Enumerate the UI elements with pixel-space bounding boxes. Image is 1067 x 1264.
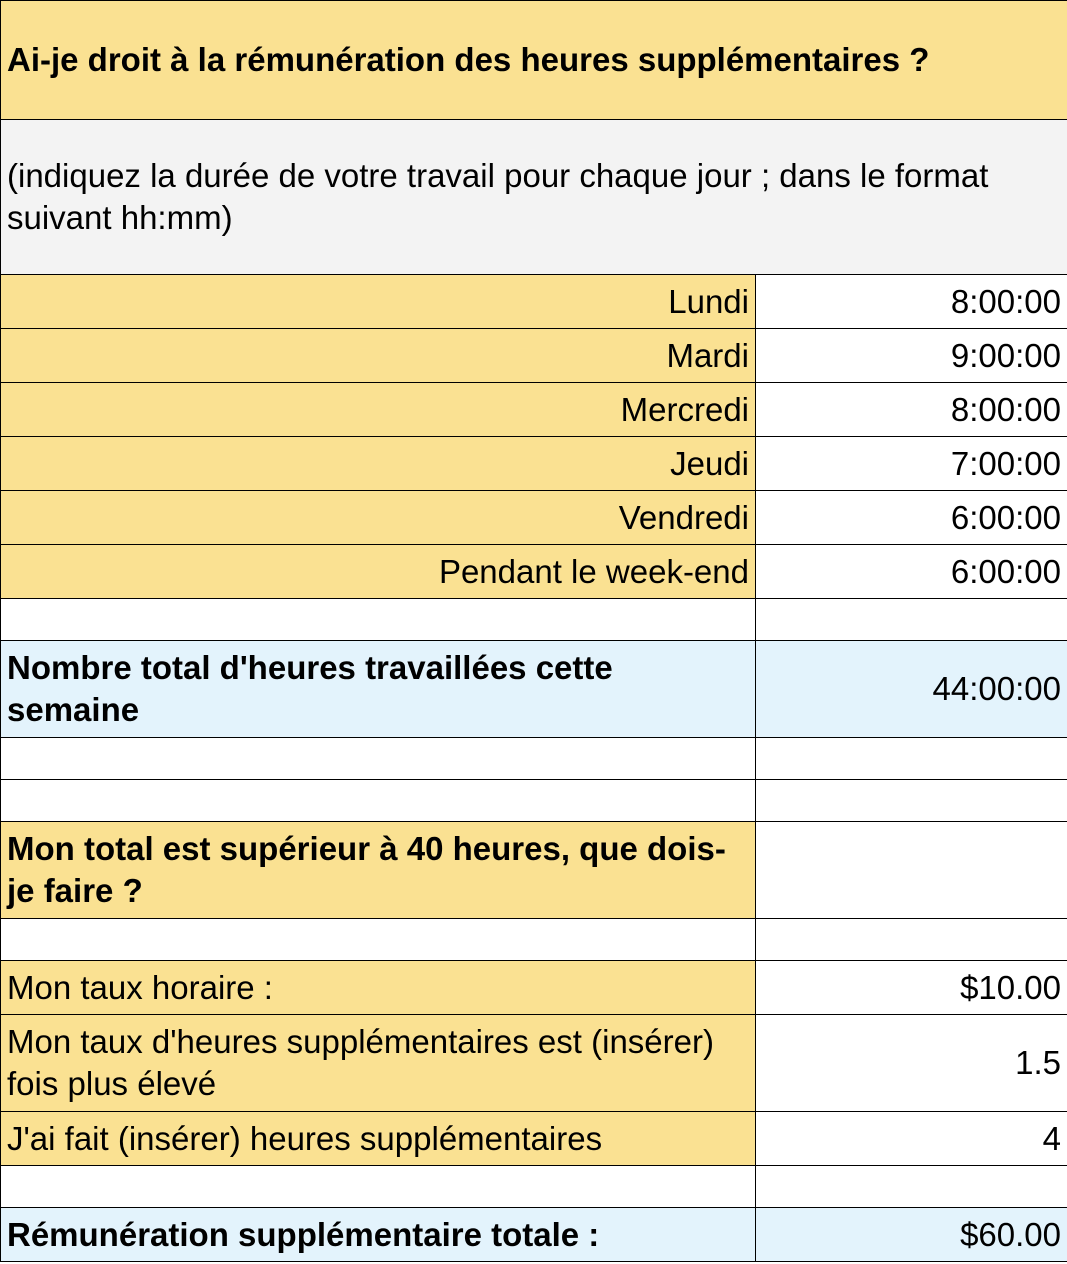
empty-cell[interactable] [756,780,1067,822]
day-row-lundi [1,275,1067,329]
title-row [1,1,1067,120]
empty-cell[interactable] [1,599,756,641]
day-row-mercredi [1,383,1067,437]
total-hours-value: 44:00:00 [756,641,1067,738]
overtime-hours-label: J'ai fait (insérer) heures supplémentaires [1,1112,756,1166]
blank-row [1,919,1067,961]
overtime-multiplier-label: Mon taux d'heures supplémentaires est (insérer) fois plus élevé [1,1015,756,1112]
day-row-jeudi [1,437,1067,491]
empty-cell[interactable] [1,1166,756,1208]
day-label: Pendant le week-end [1,545,756,599]
empty-cell[interactable] [756,919,1067,961]
day-hours-cell[interactable]: 6:00:00 [756,545,1067,599]
day-hours-cell[interactable]: 8:00:00 [756,275,1067,329]
day-label: Vendredi [1,491,756,545]
blank-row [1,780,1067,822]
question-row [1,822,1067,919]
overtime-hours-input[interactable]: 4 [756,1112,1067,1166]
overtime-hours-row [1,1112,1067,1166]
day-row-vendredi [1,491,1067,545]
instructions-row [1,120,1067,275]
empty-cell[interactable] [756,738,1067,780]
day-label: Mercredi [1,383,756,437]
total-overtime-pay-value: $60.00 [756,1208,1067,1262]
overtime-multiplier-row [1,1015,1067,1112]
sheet-title: Ai-je droit à la rémunération des heures supplémentaires ? [1,1,1067,120]
total-hours-row [1,641,1067,738]
hourly-rate-input[interactable]: $10.00 [756,961,1067,1015]
total-hours-label: Nombre total d'heures travaillées cette semaine [1,641,756,738]
day-row-weekend [1,545,1067,599]
day-hours-cell[interactable]: 7:00:00 [756,437,1067,491]
day-label: Jeudi [1,437,756,491]
day-row-mardi [1,329,1067,383]
day-hours-cell[interactable]: 9:00:00 [756,329,1067,383]
instructions-text: (indiquez la durée de votre travail pour chaque jour ; dans le format suivant hh:mm) [1,120,1067,275]
empty-cell[interactable] [1,780,756,822]
day-label: Lundi [1,275,756,329]
total-overtime-pay-label: Rémunération supplémentaire totale : [1,1208,756,1262]
day-hours-cell[interactable]: 6:00:00 [756,491,1067,545]
empty-cell[interactable] [1,738,756,780]
empty-cell[interactable] [756,599,1067,641]
blank-row [1,1166,1067,1208]
empty-cell[interactable] [1,919,756,961]
overtime-multiplier-input[interactable]: 1.5 [756,1015,1067,1112]
total-overtime-pay-row [1,1208,1067,1262]
hourly-rate-label: Mon taux horaire : [1,961,756,1015]
day-label: Mardi [1,329,756,383]
empty-cell[interactable] [756,822,1067,919]
blank-row [1,738,1067,780]
question-label: Mon total est supérieur à 40 heures, que dois-je faire ? [1,822,756,919]
blank-row [1,599,1067,641]
day-hours-cell[interactable]: 8:00:00 [756,383,1067,437]
empty-cell[interactable] [756,1166,1067,1208]
hourly-rate-row [1,961,1067,1015]
